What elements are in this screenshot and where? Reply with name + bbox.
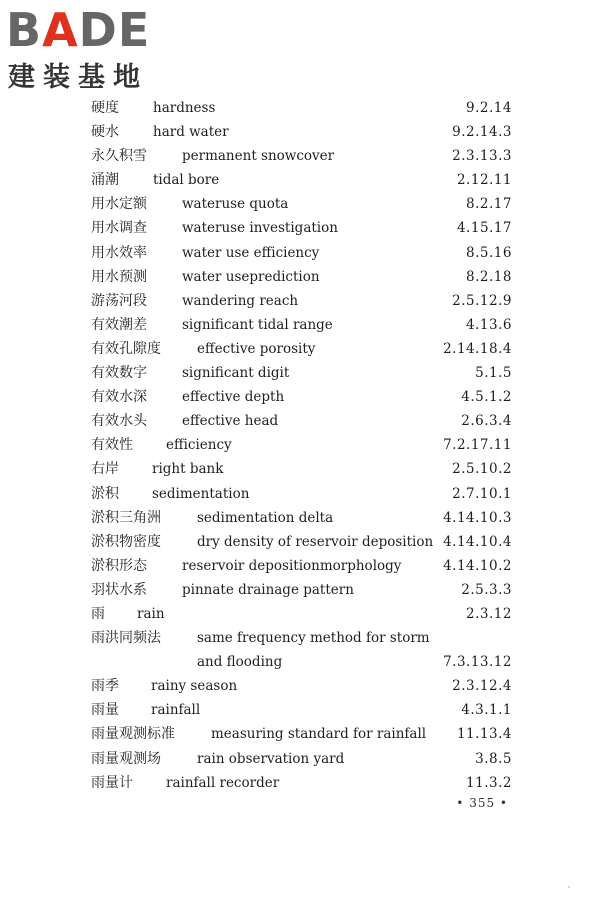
entry-english: rainfall recorder xyxy=(166,774,280,791)
entry-term: 雨量计 xyxy=(91,774,133,791)
glossary-entry xyxy=(0,265,600,289)
entry-section-ref: 2.6.3.4 xyxy=(461,413,512,430)
entry-section-ref: 4.14.10.4 xyxy=(443,533,512,550)
entry-term: 有效数字 xyxy=(91,365,147,382)
glossary-entry xyxy=(0,289,600,313)
entry-english: wateruse quota xyxy=(182,196,289,213)
entry-english: same frequency method for storm xyxy=(197,630,430,647)
glossary-list xyxy=(0,96,600,795)
glossary-entry xyxy=(0,385,600,409)
entry-section-ref: 7.3.13.12 xyxy=(443,654,512,671)
entry-term: 羽状水系 xyxy=(91,581,147,598)
entry-term: 雨季 xyxy=(91,678,119,695)
entry-section-ref: 8.2.17 xyxy=(466,196,512,213)
entry-english: rain observation yard xyxy=(197,750,345,767)
entry-term: 永久积雪 xyxy=(91,148,147,165)
glossary-entry xyxy=(0,337,600,361)
entry-section-ref: 2.3.13.3 xyxy=(452,148,512,165)
entry-term: 有效潮差 xyxy=(91,316,147,333)
entry-term: 硬水 xyxy=(91,124,119,141)
entry-english: right bank xyxy=(152,461,224,478)
entry-section-ref: 4.14.10.3 xyxy=(443,509,512,526)
glossary-entry xyxy=(0,771,600,795)
entry-term: 有效性 xyxy=(91,437,133,454)
entry-english: hard water xyxy=(153,124,229,141)
entry-english: rain xyxy=(137,605,165,622)
glossary-entry xyxy=(0,361,600,385)
glossary-entry xyxy=(0,241,600,265)
entry-english: measuring standard for rainfall xyxy=(211,726,427,743)
entry-term: 淤积物密度 xyxy=(91,533,161,550)
entry-term: 硬度 xyxy=(91,100,119,116)
entry-section-ref: 7.2.17.11 xyxy=(443,437,512,454)
entry-term: 用水调查 xyxy=(91,220,147,237)
entry-section-ref: 2.3.12 xyxy=(466,605,512,622)
glossary-entry xyxy=(0,698,600,722)
glossary-entry xyxy=(0,168,600,192)
entry-section-ref: 8.2.18 xyxy=(466,268,512,285)
scan-speck xyxy=(568,886,570,888)
glossary-entry xyxy=(0,578,600,602)
entry-english: effective head xyxy=(182,413,279,430)
entry-section-ref: 2.7.10.1 xyxy=(452,485,512,502)
glossary-entry xyxy=(0,144,600,168)
entry-section-ref: 2.14.18.4 xyxy=(443,340,512,357)
entry-english: water use efficiency xyxy=(182,244,320,261)
entry-section-ref: 2.5.12.9 xyxy=(452,292,512,309)
entry-section-ref: 4.14.10.2 xyxy=(443,557,512,574)
entry-term: 淤积三角洲 xyxy=(91,509,161,526)
entry-section-ref: 2.3.12.4 xyxy=(452,678,512,695)
glossary-entry xyxy=(0,722,600,746)
entry-english: sedimentation xyxy=(152,485,250,502)
entry-term: 用水预测 xyxy=(91,268,147,285)
entry-section-ref: 4.3.1.1 xyxy=(461,702,512,719)
entry-term: 雨量 xyxy=(91,702,119,719)
entry-english: hardness xyxy=(153,100,216,116)
entry-english: rainfall xyxy=(151,702,201,719)
bade-logo xyxy=(6,4,176,96)
entry-english: wandering reach xyxy=(182,292,299,309)
entry-section-ref: 9.2.14.3 xyxy=(452,124,512,141)
entry-term: 有效水头 xyxy=(91,413,147,430)
glossary-entry xyxy=(0,409,600,433)
entry-english: rainy season xyxy=(151,678,238,695)
entry-english: dry density of reservoir deposition xyxy=(197,533,434,550)
entry-term: 用水定额 xyxy=(91,196,147,213)
entry-section-ref: 11.13.4 xyxy=(456,726,512,743)
entry-english: efficiency xyxy=(166,437,232,454)
entry-term: 有效水深 xyxy=(91,389,147,406)
entry-section-ref: 2.12.11 xyxy=(456,172,512,189)
logo-wordmark: BADE xyxy=(6,3,151,57)
entry-english: effective depth xyxy=(182,389,285,406)
glossary-entry xyxy=(0,747,600,771)
logo-chinese: 建装基地 xyxy=(8,62,148,93)
glossary-entry xyxy=(0,530,600,554)
entry-term: 用水效率 xyxy=(91,244,147,261)
glossary-entry xyxy=(0,626,600,650)
entry-section-ref: 4.5.1.2 xyxy=(461,389,512,406)
entry-english: and flooding xyxy=(197,654,283,671)
glossary-entry xyxy=(0,457,600,481)
entry-term: 淤积形态 xyxy=(91,557,147,574)
entry-term: 雨洪同频法 xyxy=(91,630,161,647)
glossary-entry xyxy=(0,216,600,240)
glossary-entry xyxy=(0,120,600,144)
entry-section-ref: 5.1.5 xyxy=(475,365,512,382)
glossary-entry xyxy=(0,674,600,698)
entry-english: reservoir depositionmorphology xyxy=(182,557,402,574)
entry-section-ref: 11.3.2 xyxy=(466,774,512,791)
glossary-entry xyxy=(0,482,600,506)
glossary-entry xyxy=(0,554,600,578)
entry-english: pinnate drainage pattern xyxy=(182,581,354,598)
entry-term: 有效孔隙度 xyxy=(91,340,161,357)
entry-section-ref: 4.15.17 xyxy=(456,220,512,237)
page-number: • 355 • xyxy=(456,796,508,810)
glossary-entry xyxy=(0,96,600,120)
entry-section-ref: 4.13.6 xyxy=(466,316,512,333)
entry-english: water useprediction xyxy=(182,268,320,285)
glossary-entry xyxy=(0,650,600,674)
glossary-entry xyxy=(0,602,600,626)
glossary-entry xyxy=(0,313,600,337)
entry-english: significant tidal range xyxy=(182,316,333,333)
entry-english: sedimentation delta xyxy=(197,509,334,526)
entry-term: 淤积 xyxy=(91,485,119,502)
entry-english: permanent snowcover xyxy=(182,148,335,165)
glossary-entry xyxy=(0,192,600,216)
entry-english: significant digit xyxy=(182,365,290,382)
entry-term: 游荡河段 xyxy=(91,292,147,309)
entry-section-ref: 9.2.14 xyxy=(466,100,512,116)
glossary-entry xyxy=(0,433,600,457)
entry-term: 右岸 xyxy=(91,461,119,478)
entry-english: tidal bore xyxy=(153,172,220,189)
entry-term: 雨 xyxy=(91,605,105,622)
entry-section-ref: 2.5.3.3 xyxy=(461,581,512,598)
glossary-entry xyxy=(0,506,600,530)
entry-english: effective porosity xyxy=(197,340,316,357)
entry-english: wateruse investigation xyxy=(182,220,338,237)
entry-section-ref: 8.5.16 xyxy=(466,244,512,261)
entry-section-ref: 2.5.10.2 xyxy=(452,461,512,478)
entry-term: 雨量观测场 xyxy=(91,750,161,767)
entry-section-ref: 3.8.5 xyxy=(475,750,512,767)
entry-term: 涌潮 xyxy=(91,172,119,189)
entry-term: 雨量观测标准 xyxy=(91,726,175,743)
